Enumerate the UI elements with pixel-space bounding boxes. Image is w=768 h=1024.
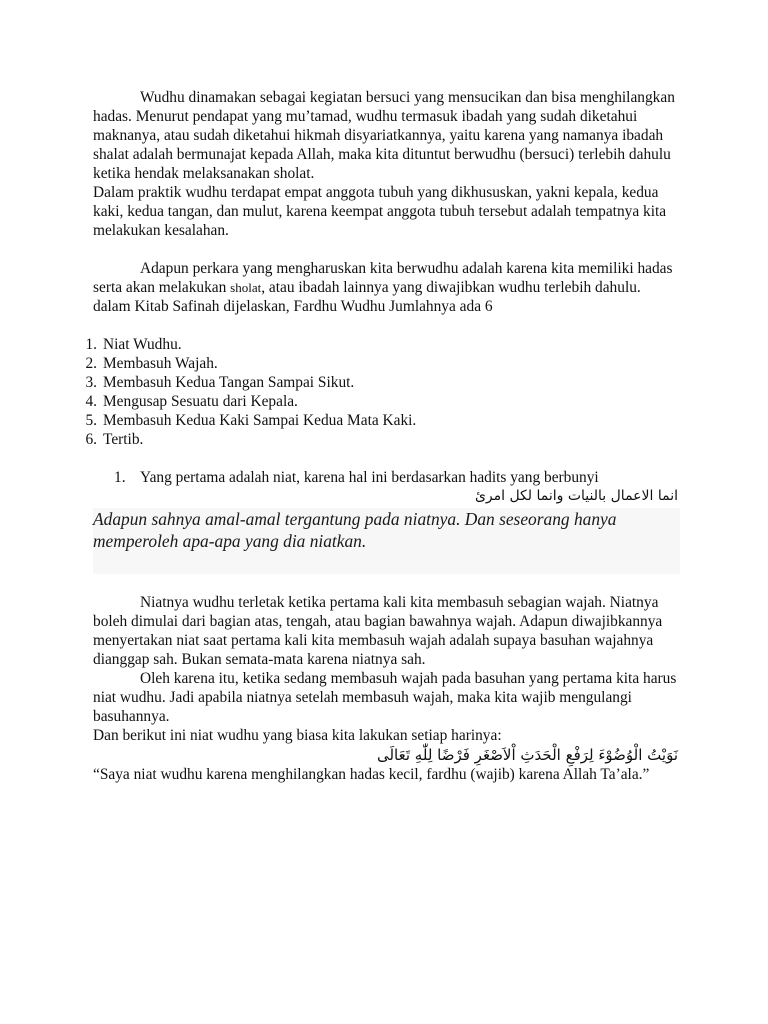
list-item — [85, 354, 678, 373]
niat-heading — [93, 468, 678, 487]
spacer — [93, 449, 678, 468]
niat-wudhu-arabic: نَوَيْتُ الْوُضُوْءَ لِرَفْعِ الْحَدَثِ اْلاَصْغَرِ فَرْضًا لِلّٰهِ تَعَالَى — [376, 746, 678, 764]
list-number: 3. — [85, 374, 97, 391]
list-item — [85, 430, 678, 449]
list-text: Niat Wudhu. — [103, 336, 182, 353]
list-text: Mengusap Sesuatu dari Kepala. — [103, 393, 298, 410]
niat-heading-text: Yang pertama adalah niat, karena hal ini berdasarkan hadits yang berbunyi — [140, 469, 599, 486]
hadith-arabic: انما الاعمال بالنيات وانما لكل امرئ — [474, 488, 678, 504]
paragraph-anggota-tubuh: Dalam praktik wudhu terdapat empat anggota tubuh yang dikhususkan, yakni kepala, kedua kaki, kedua tangan, dan mulut, karena keempat anggota tubuh tersebut adalah tempatnya kita melakukan kesalahan. — [93, 184, 667, 239]
list-text: Membasuh Wajah. — [103, 355, 218, 372]
list-item — [85, 335, 678, 354]
list-item — [85, 411, 678, 430]
paragraph-niat-letak: Niatnya wudhu terletak ketika pertama kali kita membasuh sebagian wajah. Niatnya boleh dimulai dari bagian atas, tengah, atau bagian bawahnya wajah. Adapun diwajibkannya menyertakan niat saat pertama kali kita membasuh wajah adalah supaya basuhan wajahnya dianggap sah. Bukan semata-mata karena niatnya sah. — [93, 594, 663, 668]
niat-wudhu-translation: “Saya niat wudhu karena menghilangkan hadas kecil, fardhu (wajib) karena Allah Ta’ala.” — [93, 766, 650, 783]
paragraph-safinah: dalam Kitab Safinah dijelaskan, Fardhu Wudhu Jumlahnya ada 6 — [93, 298, 493, 315]
paragraph-hadas-sholat: sholat — [230, 280, 262, 295]
list-text: Membasuh Kedua Kaki Sampai Kedua Mata Kaki. — [103, 412, 417, 429]
document-body — [85, 88, 678, 784]
list-number: 2. — [85, 355, 97, 372]
paragraph-niat-wajib: Oleh karena itu, ketika sedang membasuh wajah pada basuhan yang pertama kita harus niat wudhu. Jadi apabila niatnya setelah membasuh wajah, maka kita wajib mengulangi basuhannya. — [93, 670, 677, 725]
list-number: 6. — [85, 431, 97, 448]
spacer — [93, 316, 678, 335]
hadith-translation-quote: Adapun sahnya amal-amal tergantung pada niatnya. Dan seseorang hanya memperoleh apa-apa yang dia niatkan. — [93, 508, 680, 574]
paragraph-niat-intro: Dan berikut ini niat wudhu yang biasa kita lakukan setiap harinya: — [93, 727, 502, 744]
list-text: Tertib. — [103, 431, 144, 448]
list-number: 1. — [85, 336, 97, 353]
list-item — [85, 392, 678, 411]
list-item — [85, 373, 678, 392]
paragraph-hadas-part-a: Adapun perkara yang mengharuskan kita berwudhu adalah karena kita memiliki hadas serta akan melakukan — [93, 260, 673, 296]
list-number: 4. — [85, 393, 97, 410]
paragraph-hadas-part-c: , atau ibadah lainnya yang diwajibkan wudhu terlebih dahulu. — [261, 279, 641, 296]
list-number: 1. — [114, 469, 126, 486]
fardhu-list — [85, 335, 678, 449]
list-text: Membasuh Kedua Tangan Sampai Sikut. — [103, 374, 355, 391]
paragraph-intro: Wudhu dinamakan sebagai kegiatan bersuci yang mensucikan dan bisa menghilangkan hadas. Menurut pendapat yang mu’tamad, wudhu termasuk ibadah yang sudah diketahui maknanya, atau sudah diketahui hikmah disyariatkannya, yaitu karena yang namanya ibadah shalat adalah bermunajat kepada Allah, maka kita dituntut berwudhu (bersuci) terlebih dahulu ketika hendak melaksanakan sholat. — [93, 89, 675, 182]
spacer — [93, 574, 678, 593]
list-number: 5. — [85, 412, 97, 429]
spacer — [93, 240, 678, 259]
paragraph-hadas — [93, 259, 678, 297]
